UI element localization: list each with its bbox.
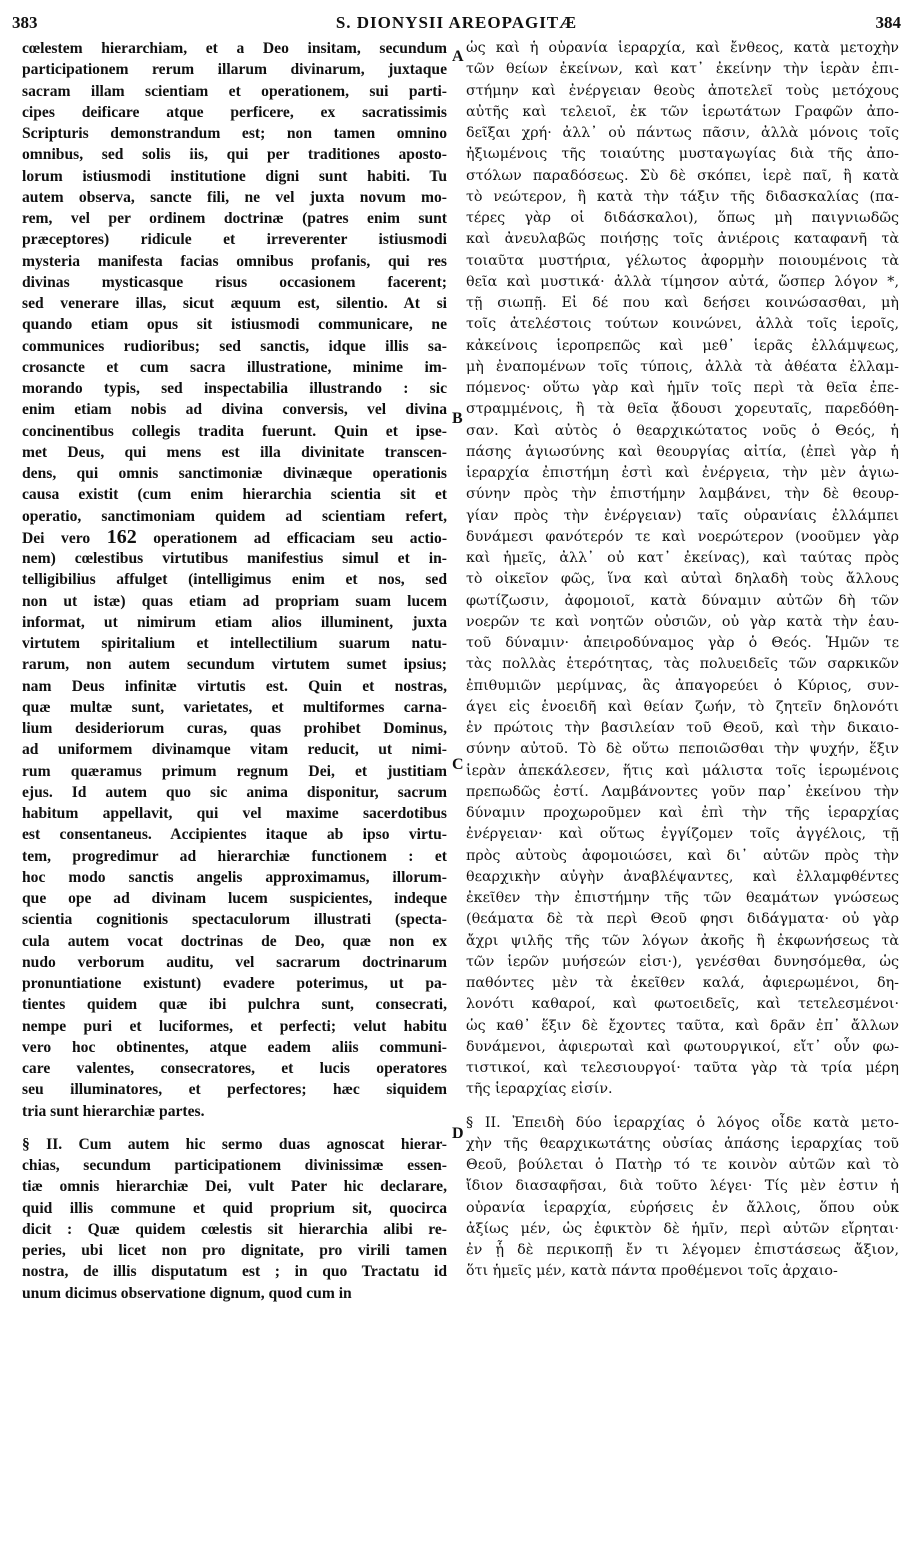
text-line: ἐπιθυμιῶν μερίμνας, ἃς ἀπαγορεύει ὁ Κύριος, συν-: [466, 677, 899, 694]
margin-marker-c: C: [452, 756, 464, 773]
text-line: tientes quidem quæ ibi pulchra sunt, consecrati,: [22, 996, 447, 1014]
text-line: ἠξιωμένοις τῆς τοιαύτης μυσταγωγίας διὰ τῆς ἀπο-: [466, 146, 899, 163]
text-line: dicit : Quæ quidem cœlestis sit hierarchia alibi re-: [22, 1220, 447, 1238]
text-line: ad uniformem divinamque vitam reducit, ut nimi-: [22, 741, 447, 759]
text-line: ἀξίως μέν, ὡς ἐφικτὸν δὲ ἡμῖν, περὶ αὐτῶν εἴρηται·: [466, 1220, 899, 1237]
margin-marker-a: A: [452, 48, 464, 65]
text-line: θεῖα καὶ μυστικά· ἀλλὰ τίμησον αὐτά, ὥσπερ λόγον *,: [466, 273, 899, 290]
text-line: οὐρανία ἱεραρχία, εὑρήσεις ἐν ἄλλοις, ὅπου οὐκ: [466, 1199, 899, 1216]
text-line: divinas mysticasque risus occasionem facerent;: [22, 273, 447, 291]
text-line: nam Deus infinitæ virtutis est. Quin et nostras,: [22, 677, 447, 695]
text-line: communices rudioribus; sed sanctis, idque illis sa-: [22, 337, 447, 355]
text-line: τῶν θείων ἐκείνων, καὶ κατ᾿ ἐκείνην τὴν ἱερὰν ἐπι-: [466, 61, 899, 78]
text-line: met Deus, qui mens est illa divinitate transcen-: [22, 443, 447, 461]
text-line: quando etiam opus sit istiusmodi communicare, ne: [22, 316, 447, 334]
text-line: τιστικοί, καὶ τελεσιουργοί· ταῦτα γὰρ τὰ τρία μέρη: [466, 1060, 899, 1076]
text-line: que ope ad divinam lucem suspicientes, indeque: [22, 890, 447, 907]
text-line: πόμενος· οὕτω γὰρ καὶ ἡμῖν τοῖς περὶ τὰ θεῖα ἐπε-: [466, 380, 899, 396]
text-line: hoc modo sanctis angelis approximamus, illorum-: [22, 868, 447, 886]
text-line: στόλων παραδόσεως. Σὺ δὲ σκόπει, ἱερὲ παῖ, ἢ κατὰ: [466, 167, 899, 184]
text-line: § II. Ἐπειδὴ δύο ἱεραρχίας ὁ λόγος οἶδε κατὰ μετο-: [466, 1114, 899, 1131]
text-line: ejus. Id autem quo sic anima disponitur, sacrum: [22, 783, 447, 801]
text-line: cœlestem hierarchiam, et a Deo insitam, secundum: [22, 40, 447, 57]
text-line: unum dicimus observatione dignum, quod cum in: [22, 1284, 352, 1302]
text-line: peries, ubi licet non pro dignitate, pro virili tamen: [22, 1242, 447, 1259]
text-line: γίαν πρὸς τὴν ἐνέργειαν) ταῖς οὐρανίαις ἐλλάμπει: [466, 507, 899, 524]
text-line: omnibus, sed solis iis, qui per traditiones aposto-: [22, 146, 447, 164]
page-header: [0, 0, 913, 40]
column-number: 162: [106, 525, 137, 548]
text-line: habitum appellavit, qui vel maxime sacerdotibus: [22, 805, 447, 822]
text-line: στραμμένοις, ἢ τὰ θεῖα ᾄδουσι χορευταῖς, παρεδόθη-: [466, 401, 899, 418]
text-line: ὅτι ἡμεῖς μέν, κατὰ πάντα προθέμενοι τοῖς ἀρχαιο-: [466, 1263, 838, 1280]
text-line: nem) cœlestibus virtutibus manifestius simul et in-: [22, 550, 447, 567]
text-line: τέρες γὰρ οἱ διδάσκαλοι), ὅπως μὴ παιγνιωδῶς: [466, 210, 899, 226]
text-line: (θεάματα δὲ τὰ περὶ Θεοῦ φησι διδάγματα· οὐ γὰρ: [466, 911, 899, 928]
text-line: ὡς καὶ ἡ οὐρανία ἱεραρχία, καὶ ἔνθεος, κατὰ μετοχὴν: [466, 40, 899, 56]
text-line: chias, secundum participationem divinissimæ essen-: [22, 1157, 447, 1174]
text-line: τὸ νεώτερον, ἢ κατὰ τὴν τάξιν τῆς διδασκαλίας (πα-: [466, 188, 899, 205]
text-line: seu illuminatores, et perfectores; hæc siquidem: [22, 1081, 447, 1099]
text-line: § II. Cum autem hic sermo duas agnoscat hierar-: [22, 1135, 447, 1153]
text-line: scientia cognitionis spectaculorum illustrati (specta-: [22, 911, 447, 929]
text-line: concinentibus collegis tradita fuerunt. Quin et ipse-: [22, 422, 447, 440]
text-line: σαν. Καὶ αὐτὸς ὁ θεαρχικώτατος νοῦς ὁ Θεός, ἡ: [466, 422, 899, 439]
text-line: ἐκεῖθεν τὴν ἐπιστήμην τῆς τῶν θεαμάτων γνώσεως: [466, 890, 899, 906]
text-line: causa existit (cum enim hierarchia scientia sit et: [22, 486, 447, 504]
text-line: τῶν ἱερῶν μυήσεών εἰσι·), γενέσθαι δυνησόμεθα, ὡς: [466, 953, 899, 970]
text-line: lium desideriorum curas, quas prohibet Dominus,: [22, 720, 447, 737]
greek-column: [466, 38, 899, 1283]
text-line: virtutem spiritalium et intellectilium suarum natu-: [22, 635, 447, 652]
text-line: informat, ut nimirum etiam alios illuminent, juxta: [22, 613, 447, 631]
section-gap: [466, 1101, 899, 1113]
text-line: est consentaneus. Accipientes itaque ab ipso virtu-: [22, 826, 447, 844]
running-title: S. DIONYSII AREOPAGITÆ: [335, 13, 578, 32]
text-line: dens, qui omnis sanctimoniæ divinæque operationis: [22, 465, 447, 482]
text-line: quæ multæ sunt, varietates, et multiformes carna-: [22, 698, 447, 716]
text-line: δυνάμενοι, ἀφιερωταὶ καὶ φωτουργικοί, εἴτ᾿ οὖν φω-: [466, 1038, 899, 1055]
text-line: lorum istiusmodi institutione digni sunt habiti. Tu: [22, 167, 447, 185]
text-line: tiæ omnis hierarchiæ Dei, vult Pater hic declarare,: [22, 1178, 447, 1196]
text-line: mysteria manifesta facias omnibus profanis, qui res: [22, 252, 447, 270]
text-line: ὡς καθ᾿ ἕξιν δὲ ἔχοντες ταῦτα, καὶ δρᾶν ἐπ᾿ ἄλλων: [466, 1017, 899, 1034]
text-line: care valentes, consecratores, et lucis operatores: [22, 1060, 447, 1077]
text-line: Scripturis demonstrandum est; non tamen omnino: [22, 125, 447, 142]
text-line: πάσης ἁγιωσύνης καὶ θεουργίας αἰτία, (ἐπεὶ γὰρ ἡ: [466, 443, 899, 460]
text-line: ἄχρι ψιλῆς τῆς τῶν λόγων ἀκοῆς ἢ ἐκφωνήσεως τὰ: [466, 932, 899, 949]
text-line: quid illis commune et quid proprium sit, quocirca: [22, 1199, 447, 1217]
text-line: operatio, sanctimoniam quidem ad scientiam refert,: [22, 507, 447, 525]
text-line: tria sunt hierarchiæ partes.: [22, 1102, 205, 1120]
text-line: καὶ ἀνευλαβῶς ποιήσῃς τοῖς ἀνιέροις καταφανῆ τὰ: [466, 231, 899, 248]
margin-marker-b: B: [452, 410, 463, 427]
text-line: nempe puri et luciformes, et perfecti; velut habitu: [22, 1017, 447, 1035]
text-line: χὴν τῆς θεαρχικωτάτης οὐσίας ἁπάσης ἱεραρχίας τοῦ: [466, 1135, 899, 1152]
text-line: cipes deificare atque perficere, ex sacratissimis: [22, 103, 447, 121]
text-line: ἴδιον διασαφῆσαι, διὰ τοῦτο λέγει· Τίς μὲν ἐστιν ἡ: [466, 1178, 899, 1195]
page-number-left: 383: [12, 13, 38, 32]
text-line: τὸ οἰκεῖον φῶς, ἵνα καὶ αὐταὶ δηλαδὴ τοὺς ἄλλους: [466, 571, 899, 588]
text-line: tem, progredimur ad hierarchiæ functionem : et: [22, 847, 447, 865]
text-line: τῇ σιωπῇ. Εἰ δέ που καὶ δεήσει κοινώσασθαι, μὴ: [466, 295, 899, 311]
text-line: φωτίζωσιν, ἀφομοιοῖ, κατὰ δύναμιν αὐτῶν δὴ τῶν: [466, 592, 899, 609]
text-line: λονότι καθαροί, καὶ φωτοειδεῖς, καὶ τετελεσμένοι·: [466, 996, 899, 1013]
text-line: telligibilius affulget (intelligimus enim et nos, sed: [22, 571, 447, 589]
text-line: non ut istæ) quas etiam ad propriam suam lucem: [22, 592, 447, 610]
text-line: σύνην αὐτοῦ. Τὸ δὲ οὕτω πεποιῶσθαι τὴν ψυχήν, ἕξιν: [466, 741, 899, 758]
text-line: autem observa, sancte fili, ne vel juxta novum mo-: [22, 188, 447, 206]
text-line: νοερῶν τε καὶ νοητῶν οὐσιῶν, οὐ γὰρ κατὰ τὴν ἑαυ-: [466, 613, 899, 630]
text-line: crosancte et cum sacra illustratione, minime im-: [22, 358, 447, 376]
text-line: άγει εἰς ἑνοειδῆ καὶ θείαν ζωήν, τὸ ζητεῖν δηλονότι: [466, 698, 899, 715]
text-line: τῆς ἱεραρχίας εἰσίν.: [466, 1081, 613, 1098]
text-line: cula autem vocat doctrinas de Deo, quæ non ex: [22, 932, 447, 950]
text-line: δεῖξαι χρή· ἀλλ᾿ οὐ πάντως πᾶσιν, ἀλλὰ μόνοις τοῖς: [466, 125, 899, 141]
text-line: ἱεραρχία ἐπιστήμη ἐστὶ καὶ ἐνέργεια, τὴν μὲν ἁγιω-: [466, 465, 899, 481]
text-line: δύναμιν προχωροῦμεν καὶ ἐπὶ τὴν τῆς ἱεραρχίας: [466, 805, 899, 821]
text-line: αὐτῆς καὶ τελειοῖ, ἐκ τῶν ἱερωτάτων Γραφῶν ἀπο-: [466, 103, 899, 120]
text-line: ἐνέργειαν· καὶ οὕτως ἐγγίζομεν τοῖς ἀγγέλοις, τῇ: [466, 826, 899, 843]
text-line: nostra, de illis disputatum est ; in quo Tractatu id: [22, 1263, 447, 1281]
text-line: τοῖς ἀτελέστοις τούτων κοινώνει, ἀλλὰ τοῖς ἱεροῖς,: [466, 316, 899, 333]
text-line: θεαρχικὴν αὐγὴν ἀναβλέψαντες, καὶ ἐλλαμφθέντες: [466, 868, 899, 885]
text-line: δυνάμεσι φανότερόν τε καὶ νοερώτερον (νοοῦμεν γὰρ: [466, 528, 899, 545]
text-line: enim etiam nobis ad divina conversis, vel divina: [22, 401, 447, 419]
text-line: vero hoc obtinentes, atque eadem aliis communi-: [22, 1038, 447, 1056]
text-line: μὴ ἐναπομένων τοῖς τύποις, ἀλλὰ τὰ ἀθέατα ἐλλαμ-: [466, 358, 899, 375]
text-line: sed venerare illas, sicut æquum est, silentio. At si: [22, 295, 447, 312]
text-line: στήμην καὶ ἐνέργειαν θεοὺς ἀποτελεῖ τοὺς μετόχους: [466, 82, 899, 99]
text-line: παθόντες μὲν τὰ ἐκεῖθεν καλά, ἀφιερωμένοι, δη-: [466, 975, 899, 991]
margin-marker-d: D: [452, 1125, 464, 1142]
text-line: καὶ ἡμεῖς, ἀλλ᾿ οὐ κατ᾿ ἐκείνας), καὶ ταύτας πρὸς: [466, 550, 899, 566]
text-line: τοιαῦτα μυστήρια, γέλωτος ἀφορμὴν ποιουμένοις τὰ: [466, 252, 899, 269]
text-line: participationem rerum illarum divinarum, juxtaque: [22, 61, 447, 79]
text-line: τὰς πολλὰς ἑτερότητας, τὰς πολυειδεῖς τῶν σαρκικῶν: [466, 656, 899, 673]
text-line: Θεοῦ, βούλεται ὁ Πατὴρ τό τε κοινὸν αὐτῶν καὶ τὸ: [466, 1157, 899, 1173]
text-fragment: operationem ad efficaciam seu actio-: [153, 529, 447, 547]
text-line: pronuntiatione existunt) evadere poterimus, ut pa-: [22, 975, 447, 992]
text-line: ἐν πρώτοις τὴν βασιλείαν τοῦ Θεοῦ, καὶ τὴν δικαιο-: [466, 720, 899, 736]
text-line: præceptores) ridicule et irreverenter istiusmodi: [22, 231, 447, 249]
text-line: [22, 527, 447, 548]
text-line: sacram illam scientiam et operationem, sui parti-: [22, 82, 447, 100]
text-line: κἀκείνοις ἱεροπρεπῶς καὶ μεθ᾿ ἱερᾶς ἐλλάμψεως,: [466, 337, 899, 354]
text-line: πρὸς αὐτοὺς ἀφομοιώσει, καὶ δι᾿ αὐτῶν πρὸς τὴν: [466, 847, 899, 864]
text-line: ἱερὰν ἀπεκάλεσεν, ἥτις καὶ μάλιστα τοῖς ἱερωμένοις: [466, 762, 899, 779]
page-number-right: 384: [875, 13, 901, 32]
latin-column: [22, 38, 447, 1304]
text-line: πρεπωδῶς ἐστί. Λαμβάνοντες γοῦν παρ᾿ ἐκείνου τὴν: [466, 783, 899, 800]
text-line: rem, vel per ordinem doctrinæ (patres enim sunt: [22, 210, 447, 227]
section-gap: [22, 1122, 447, 1134]
text-line: morando typis, sed inspectabilia illustrando : sic: [22, 380, 447, 397]
text-line: ἐν ᾗ δὲ περικοπῇ ἔν τι λέγομεν ἐπιστάσεως ἄξιον,: [466, 1242, 899, 1258]
text-line: τοῦ δύναμιν· ἀπειροδύναμος γὰρ ὁ Θεός. Ἡμῶν τε: [466, 635, 899, 651]
text-line: rarum, non autem secundum virtutem sumet ipsius;: [22, 656, 447, 674]
text-fragment: Dei vero: [22, 529, 91, 547]
text-line: nudo verborum auditu, vel sacrarum doctrinarum: [22, 953, 447, 971]
text-line: σύνην πρὸς τὴν ἐπιστήμην λαμβάνει, τὴν δὲ θεουρ-: [466, 486, 899, 503]
text-line: rum quæramus primum regnum Dei, et justitiam: [22, 762, 447, 780]
